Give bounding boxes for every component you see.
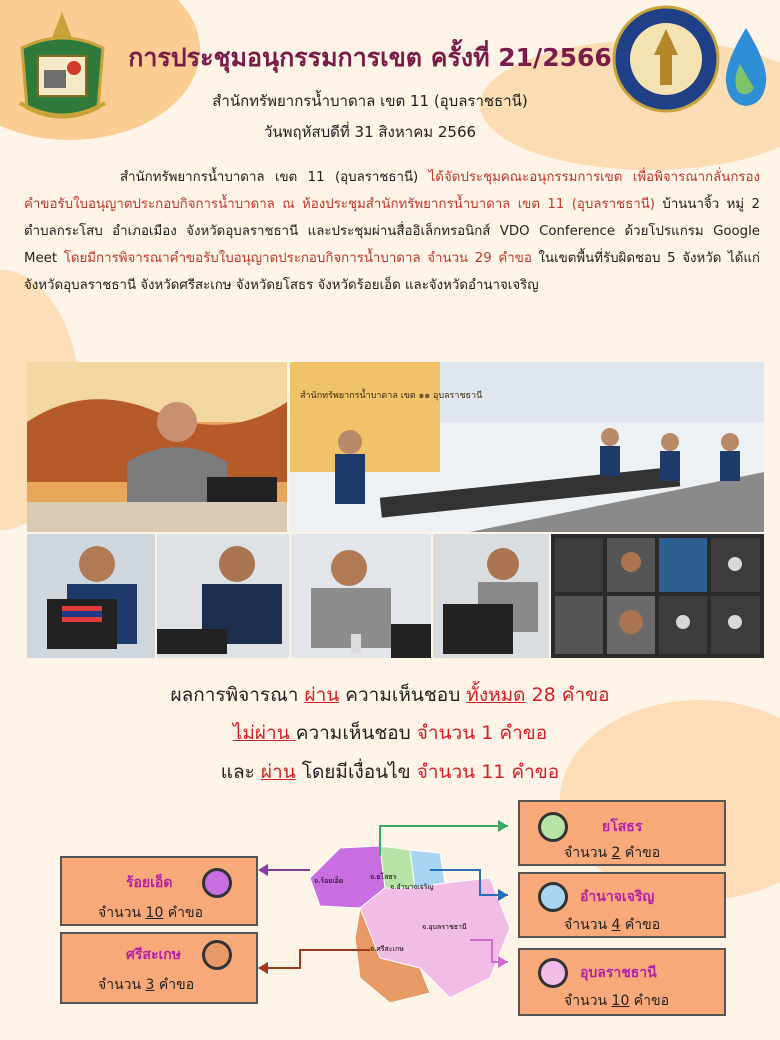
province-count: จำนวน 3 คำขอ (98, 977, 195, 993)
province-count: จำนวน 10 คำขอ (98, 905, 204, 921)
result-text: โดยมีเงื่อนไข (295, 761, 417, 783)
result-text: และ (220, 761, 261, 783)
map-label-amnat: จ.อำนาจเจริญ (390, 883, 434, 891)
province-box-amnat-charoen (518, 872, 726, 938)
result-text: ความเห็นชอบ (295, 722, 417, 744)
map-label-ubon: จ.อุบลราชธานี (422, 923, 467, 931)
office-name: สำนักทรัพยากรน้ำบาดาล เขต 11 (อุบลราชธานี) (212, 92, 528, 110)
desc-part-2: ได้จัดประชุมคณะอนุกรรมการเขต เพื่อพิจารณากลั่นกรองคำขอรับใบอนุญาตประกอบกิจการน้ำบาดาล ณ ห้องประชุมสำนักทรัพยากรน้ำบาดาล เขต 11 (อุบลราชธานี) (24, 170, 760, 212)
map-label-sisaket: จ.ศรีสะเกษ (370, 945, 404, 953)
desc-part-1: สำนักทรัพยากรน้ำบาดาล เขต 11 (อุบลราชธานี) (120, 170, 419, 185)
result-count: จำนวน 1 คำขอ (416, 722, 548, 744)
color-swatch-icon (538, 958, 568, 988)
province-count: จำนวน 10 คำขอ (564, 993, 670, 1009)
province-box-sisaket (60, 932, 258, 1004)
province-count: จำนวน 2 คำขอ (564, 845, 661, 861)
color-swatch-icon (538, 812, 568, 842)
photo-banner-text: สำนักทรัพยากรน้ำบาดาล เขต ๑๑ อุบลราชธานี (300, 391, 483, 401)
province-name: อำนาจเจริญ (580, 889, 655, 905)
result-fail: ไม่ผ่าน (232, 722, 296, 744)
result-count: จำนวน 11 คำขอ (416, 761, 560, 783)
province-box-roiet (60, 856, 258, 926)
result-pass: ผ่าน (260, 761, 296, 783)
province-box-ubon (518, 948, 726, 1016)
province-name: ยโสธร (602, 819, 643, 835)
color-swatch-icon (202, 868, 232, 898)
province-name: ร้อยเอ็ด (126, 875, 173, 891)
province-name: ศรีสะเกษ (126, 947, 181, 963)
result-text: ผลการพิจารณา (170, 684, 305, 706)
color-swatch-icon (538, 882, 568, 912)
map-label-yasothon: จ.ยโสธร (370, 873, 397, 881)
color-swatch-icon (202, 940, 232, 970)
result-total: ทั้งหมด (466, 684, 526, 706)
province-name: อุบลราชธานี (580, 965, 657, 981)
desc-part-4: โดยมีการพิจารณาคำขอรับใบอนุญาตประกอบกิจการน้ำบาดาล จำนวน 29 คำขอ (63, 251, 532, 266)
desc-part-5: ในเขตพื้นที่รับผิดชอบ 5 จังหวัด ได้แก่ จังหวัดอุบลราชธานี จังหวัดศรีสะเกษ จังหวัดยโสธร จังหวัดร้อยเอ็ด และจังหวัดอำนาจเจริญ (24, 251, 760, 293)
meeting-date: วันพฤหัสบดีที่ 31 สิงหาคม 2566 (263, 123, 477, 141)
page-title: การประชุมอนุกรรมการเขต ครั้งที่ 21/2566 (128, 43, 612, 72)
result-pass: ผ่าน (304, 684, 340, 706)
province-box-yasothon (518, 800, 726, 866)
result-text: ความเห็นชอบ (339, 684, 467, 706)
desc-part-3: บ้านนาจิ้ว หมู่ 2 ตำบลกระโสบ อำเภอเมือง จังหวัดอุบลราชธานี และประชุมผ่านสื่ออิเล็กทรอนิกส์ VDO Conference ด้วยโปรแกรม Google Meet (24, 197, 760, 266)
result-count: 28 คำขอ (525, 684, 610, 706)
map-label-roiet: จ.ร้อยเอ็ด (314, 877, 344, 885)
province-count: จำนวน 4 คำขอ (564, 917, 661, 933)
